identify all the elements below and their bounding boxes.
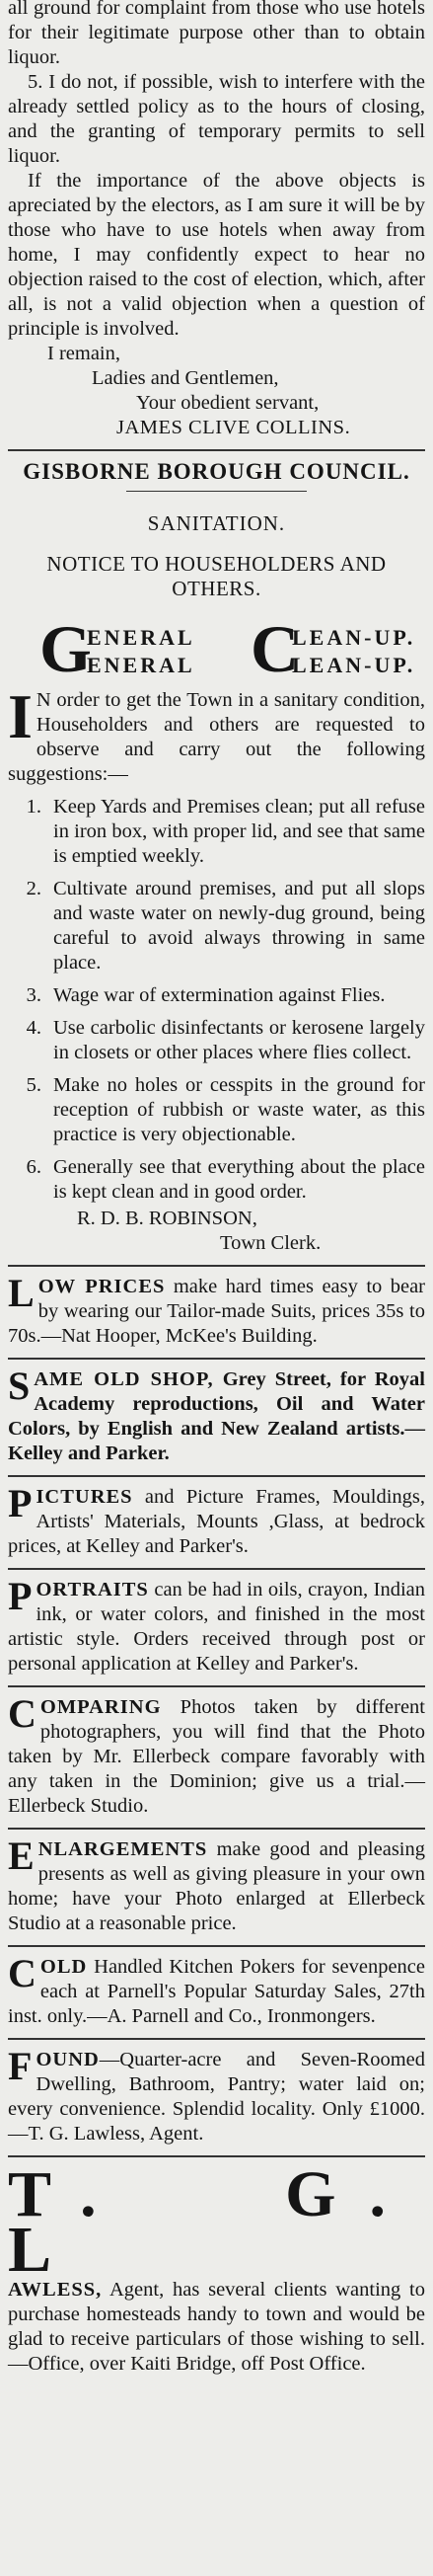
letter-paragraph-6: If the importance of the above objects is apreciated by the electors, as I am sure it will be by those who have to use hotels when away from home, I may confidently expect to hear no objection raised to the cost of election, which, after all, is not a valid objection when a question of principle is involved.: [8, 170, 425, 340]
ad-comparing: COMPARING Photos taken by different photographers, you will find that the Photo taken by Mr. Ellerbeck compare favorably with any taken in the Dominion; give us a trial.—Ellerbeck Studio.: [8, 1691, 425, 1817]
ad-cold-handled: COLD Handled Kitchen Pokers for sevenpence each at Parnell's Popular Saturday Sales, 27th inst. only.—A. Parnell and Co., Ironmongers.: [8, 1951, 425, 2027]
divider: [8, 2038, 425, 2040]
notice-intro: [8, 681, 425, 787]
intro-text: N order to get the Town in a sanitary condition, Householders and others are requested to observe and carry out the following suggestions:—: [8, 689, 425, 785]
divider: [8, 1828, 425, 1830]
letter-paragraph-5: 5. I do not, if possible, wish to interfere with the already settled policy as to the hours of closing, and the granting of temporary permits to sell liquor.: [8, 71, 425, 167]
ad-pictures: PICTURES and Picture Frames, Mouldings, Artists' Materials, Mounts ,Glass, at bedrock prices, at Kelley and Parker's.: [8, 1481, 425, 1557]
tg-lawless-initials: T. G. L: [8, 2158, 419, 2286]
notice-subheading: NOTICE TO HOUSEHOLDERS AND OTHERS.: [46, 552, 387, 600]
ad-enlargements: ENLARGEMENTS make good and pleasing presents as well as giving pleasure in your own home; have your Photo enlarged at Ellerbeck Studio at a reasonable price.: [8, 1834, 425, 1934]
banner-g-initial: G: [39, 611, 92, 686]
letter-closing-3: Your obedient servant,: [136, 392, 320, 414]
letter-signature: JAMES CLIVE COLLINS.: [116, 417, 351, 438]
ad-found: FOUND—Quarter-acre and Seven-Roomed Dwelling, Bathroom, Pantry; water laid on; every convenience. Splendid locality. Only £1000.—T. G. Lawless, Agent.: [8, 2044, 425, 2145]
general-clean-up-banner: [8, 603, 425, 688]
ad-tg-lawless: T. G. L AWLESS, Agent, has several clients wanting to purchase homesteads handy to town and would be glad to receive particulars of those wishing to sell.—Office, over Kaiti Bridge, off Post Office.: [8, 2158, 425, 2375]
letter-paragraph-4-tail: all ground for complaint from those who use hotels for their legitimate purpose other than to obtain liquor.: [8, 0, 425, 68]
divider: [8, 1568, 425, 1570]
ad-portraits: PORTRAITS can be had in oils, crayon, Indian ink, or water colors, and finished in the most artistic style. Orders received through post or personal application at Kelley and Parker's.: [8, 1574, 425, 1675]
list-item: 2. Cultivate around premises, and put all slops and waste water on newly-dug ground, being careful to avoid always throwing in same place.: [26, 878, 425, 974]
divider: [8, 1265, 425, 1267]
banner-clean-up-2: LEAN-UP.: [292, 653, 416, 677]
banner-general-2: ENERAL: [87, 653, 195, 677]
divider: [8, 1358, 425, 1360]
letter-closing-1: I remain,: [47, 343, 120, 364]
divider: [8, 449, 425, 451]
banner-general-1: ENERAL: [87, 625, 195, 650]
divider: [8, 1685, 425, 1687]
list-item: 1. Keep Yards and Premises clean; put all refuse in iron box, with proper lid, and see that same is emptied weekly.: [26, 796, 425, 867]
ad-same-old-shop: SAME OLD SHOP, Grey Street, for Royal Academy reproductions, Oil and Water Colors, by English and New Zealand artists.—Kelley and Parker.: [8, 1364, 426, 1464]
list-item: 5. Make no holes or cesspits in the ground for reception of rubbish or waste water, as this practice is very objectionable.: [26, 1074, 425, 1145]
intro-drop-initial: I: [8, 681, 33, 751]
notice-council-heading: GISBORNE BOROUGH COUNCIL.: [23, 459, 410, 484]
list-item: 6. Generally see that everything about the place is kept clean and in good order.: [26, 1156, 425, 1203]
banner-c-initial: C: [251, 611, 300, 686]
suggestions-list: [8, 795, 425, 1205]
notice-signer: R. D. B. ROBINSON,: [77, 1208, 257, 1229]
notice-section-heading: SANITATION.: [147, 511, 286, 535]
divider: [8, 2155, 425, 2157]
list-item: 3. Wage war of extermination against Flies.: [26, 984, 386, 1006]
ad-low-prices: LOW PRICES make hard times easy to bear by wearing our Tailor-made Suits, prices 35s to 70s.—Nat Hooper, McKee's Building.: [8, 1271, 425, 1347]
letter-closing-2: Ladies and Gentlemen,: [92, 367, 279, 389]
list-item: 4. Use carbolic disinfectants or kerosene largely in closets or other places where flies collect.: [26, 1017, 425, 1063]
divider: [126, 491, 307, 492]
divider: [8, 1475, 425, 1477]
banner-clean-up-1: LEAN-UP.: [292, 625, 416, 650]
notice-signer-title: Town Clerk.: [220, 1232, 322, 1254]
divider: [8, 1945, 425, 1947]
